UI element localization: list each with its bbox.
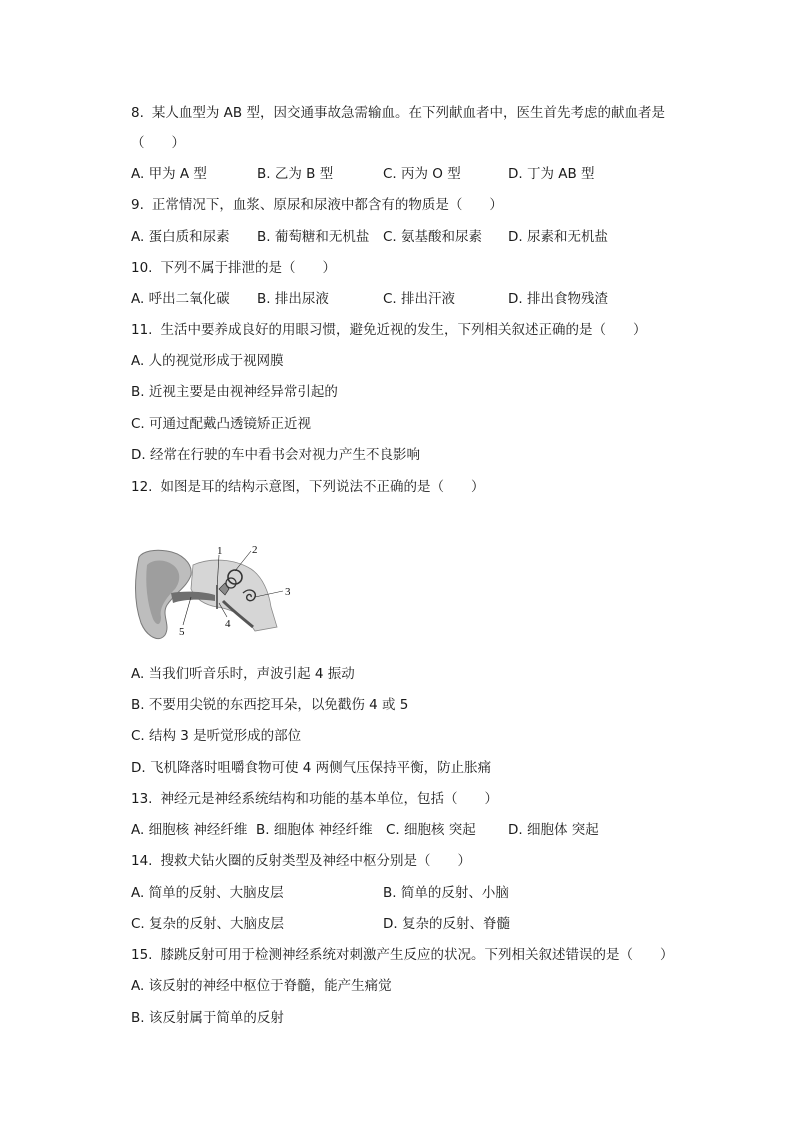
question-14-option-d[interactable]: D. 复杂的反射、脊髓	[383, 916, 510, 932]
question-10-stem: 10. 下列不属于排泄的是（ ）	[131, 260, 336, 276]
ear-structure-diagram	[131, 545, 301, 645]
question-8-stem: 8. 某人血型为 AB 型，因交通事故急需输血。在下列献血者中，医生首先考虑的献血者是	[131, 105, 665, 121]
question-12-option-a[interactable]: A. 当我们听音乐时，声波引起 4 振动	[131, 666, 355, 682]
question-14-option-a[interactable]: A. 简单的反射、大脑皮层	[131, 885, 284, 901]
question-14-stem: 14. 搜救犬钻火圈的反射类型及神经中枢分别是（ ）	[131, 853, 471, 869]
question-9-option-b[interactable]: B. 葡萄糖和无机盐	[257, 229, 370, 245]
question-12-option-c[interactable]: C. 结构 3 是听觉形成的部位	[131, 728, 302, 744]
question-8-option-d[interactable]: D. 丁为 AB 型	[508, 166, 595, 182]
question-9-option-d[interactable]: D. 尿素和无机盐	[508, 229, 608, 245]
question-12-option-d[interactable]: D. 飞机降落时咀嚼食物可使 4 两侧气压保持平衡，防止胀痛	[131, 760, 492, 776]
figure-label-4: 4	[225, 618, 231, 630]
question-14-option-b[interactable]: B. 简单的反射、小脑	[383, 885, 509, 901]
question-10-option-c[interactable]: C. 排出汗液	[383, 291, 456, 307]
question-10-option-d[interactable]: D. 排出食物残渣	[508, 291, 608, 307]
question-9-stem: 9. 正常情况下，血浆、原尿和尿液中都含有的物质是（ ）	[131, 197, 503, 213]
question-8-option-c[interactable]: C. 丙为 O 型	[383, 166, 461, 182]
question-11-option-d[interactable]: D. 经常在行驶的车中看书会对视力产生不良影响	[131, 447, 420, 463]
question-14-option-c[interactable]: C. 复杂的反射、大脑皮层	[131, 916, 285, 932]
question-9-option-c[interactable]: C. 氨基酸和尿素	[383, 229, 483, 245]
question-15-option-a[interactable]: A. 该反射的神经中枢位于脊髓，能产生痛觉	[131, 978, 392, 994]
question-15-option-b[interactable]: B. 该反射属于简单的反射	[131, 1010, 284, 1026]
question-11-option-c[interactable]: C. 可通过配戴凸透镜矫正近视	[131, 416, 312, 432]
question-10-option-b[interactable]: B. 排出尿液	[257, 291, 329, 307]
question-11-option-b[interactable]: B. 近视主要是由视神经异常引起的	[131, 384, 338, 400]
question-11-option-a[interactable]: A. 人的视觉形成于视网膜	[131, 353, 284, 369]
question-8-option-a[interactable]: A. 甲为 A 型	[131, 166, 207, 182]
figure-label-1: 1	[217, 545, 223, 557]
question-15-stem: 15. 膝跳反射可用于检测神经系统对刺激产生反应的状况。下列相关叙述错误的是（ ）	[131, 947, 674, 963]
question-8-option-b[interactable]: B. 乙为 B 型	[257, 166, 334, 182]
question-10-option-a[interactable]: A. 呼出二氧化碳	[131, 291, 230, 307]
question-13-option-a[interactable]: A. 细胞核 神经纤维	[131, 822, 248, 838]
question-13-option-c[interactable]: C. 细胞核 突起	[386, 822, 476, 838]
question-12-stem: 12. 如图是耳的结构示意图，下列说法不正确的是（ ）	[131, 479, 485, 495]
question-13-option-d[interactable]: D. 细胞体 突起	[508, 822, 599, 838]
figure-label-2: 2	[252, 545, 258, 556]
figure-label-3: 3	[285, 586, 291, 598]
question-9-option-a[interactable]: A. 蛋白质和尿素	[131, 229, 230, 245]
question-13-stem: 13. 神经元是神经系统结构和功能的基本单位，包括（ ）	[131, 791, 498, 807]
question-8-stem-blank: （ ）	[131, 135, 185, 151]
question-12-option-b[interactable]: B. 不要用尖锐的东西挖耳朵，以免戳伤 4 或 5	[131, 697, 409, 713]
question-13-option-b[interactable]: B. 细胞体 神经纤维	[256, 822, 373, 838]
figure-label-5: 5	[179, 626, 185, 638]
question-11-stem: 11. 生活中要养成良好的用眼习惯，避免近视的发生，下列相关叙述正确的是（ ）	[131, 322, 647, 338]
